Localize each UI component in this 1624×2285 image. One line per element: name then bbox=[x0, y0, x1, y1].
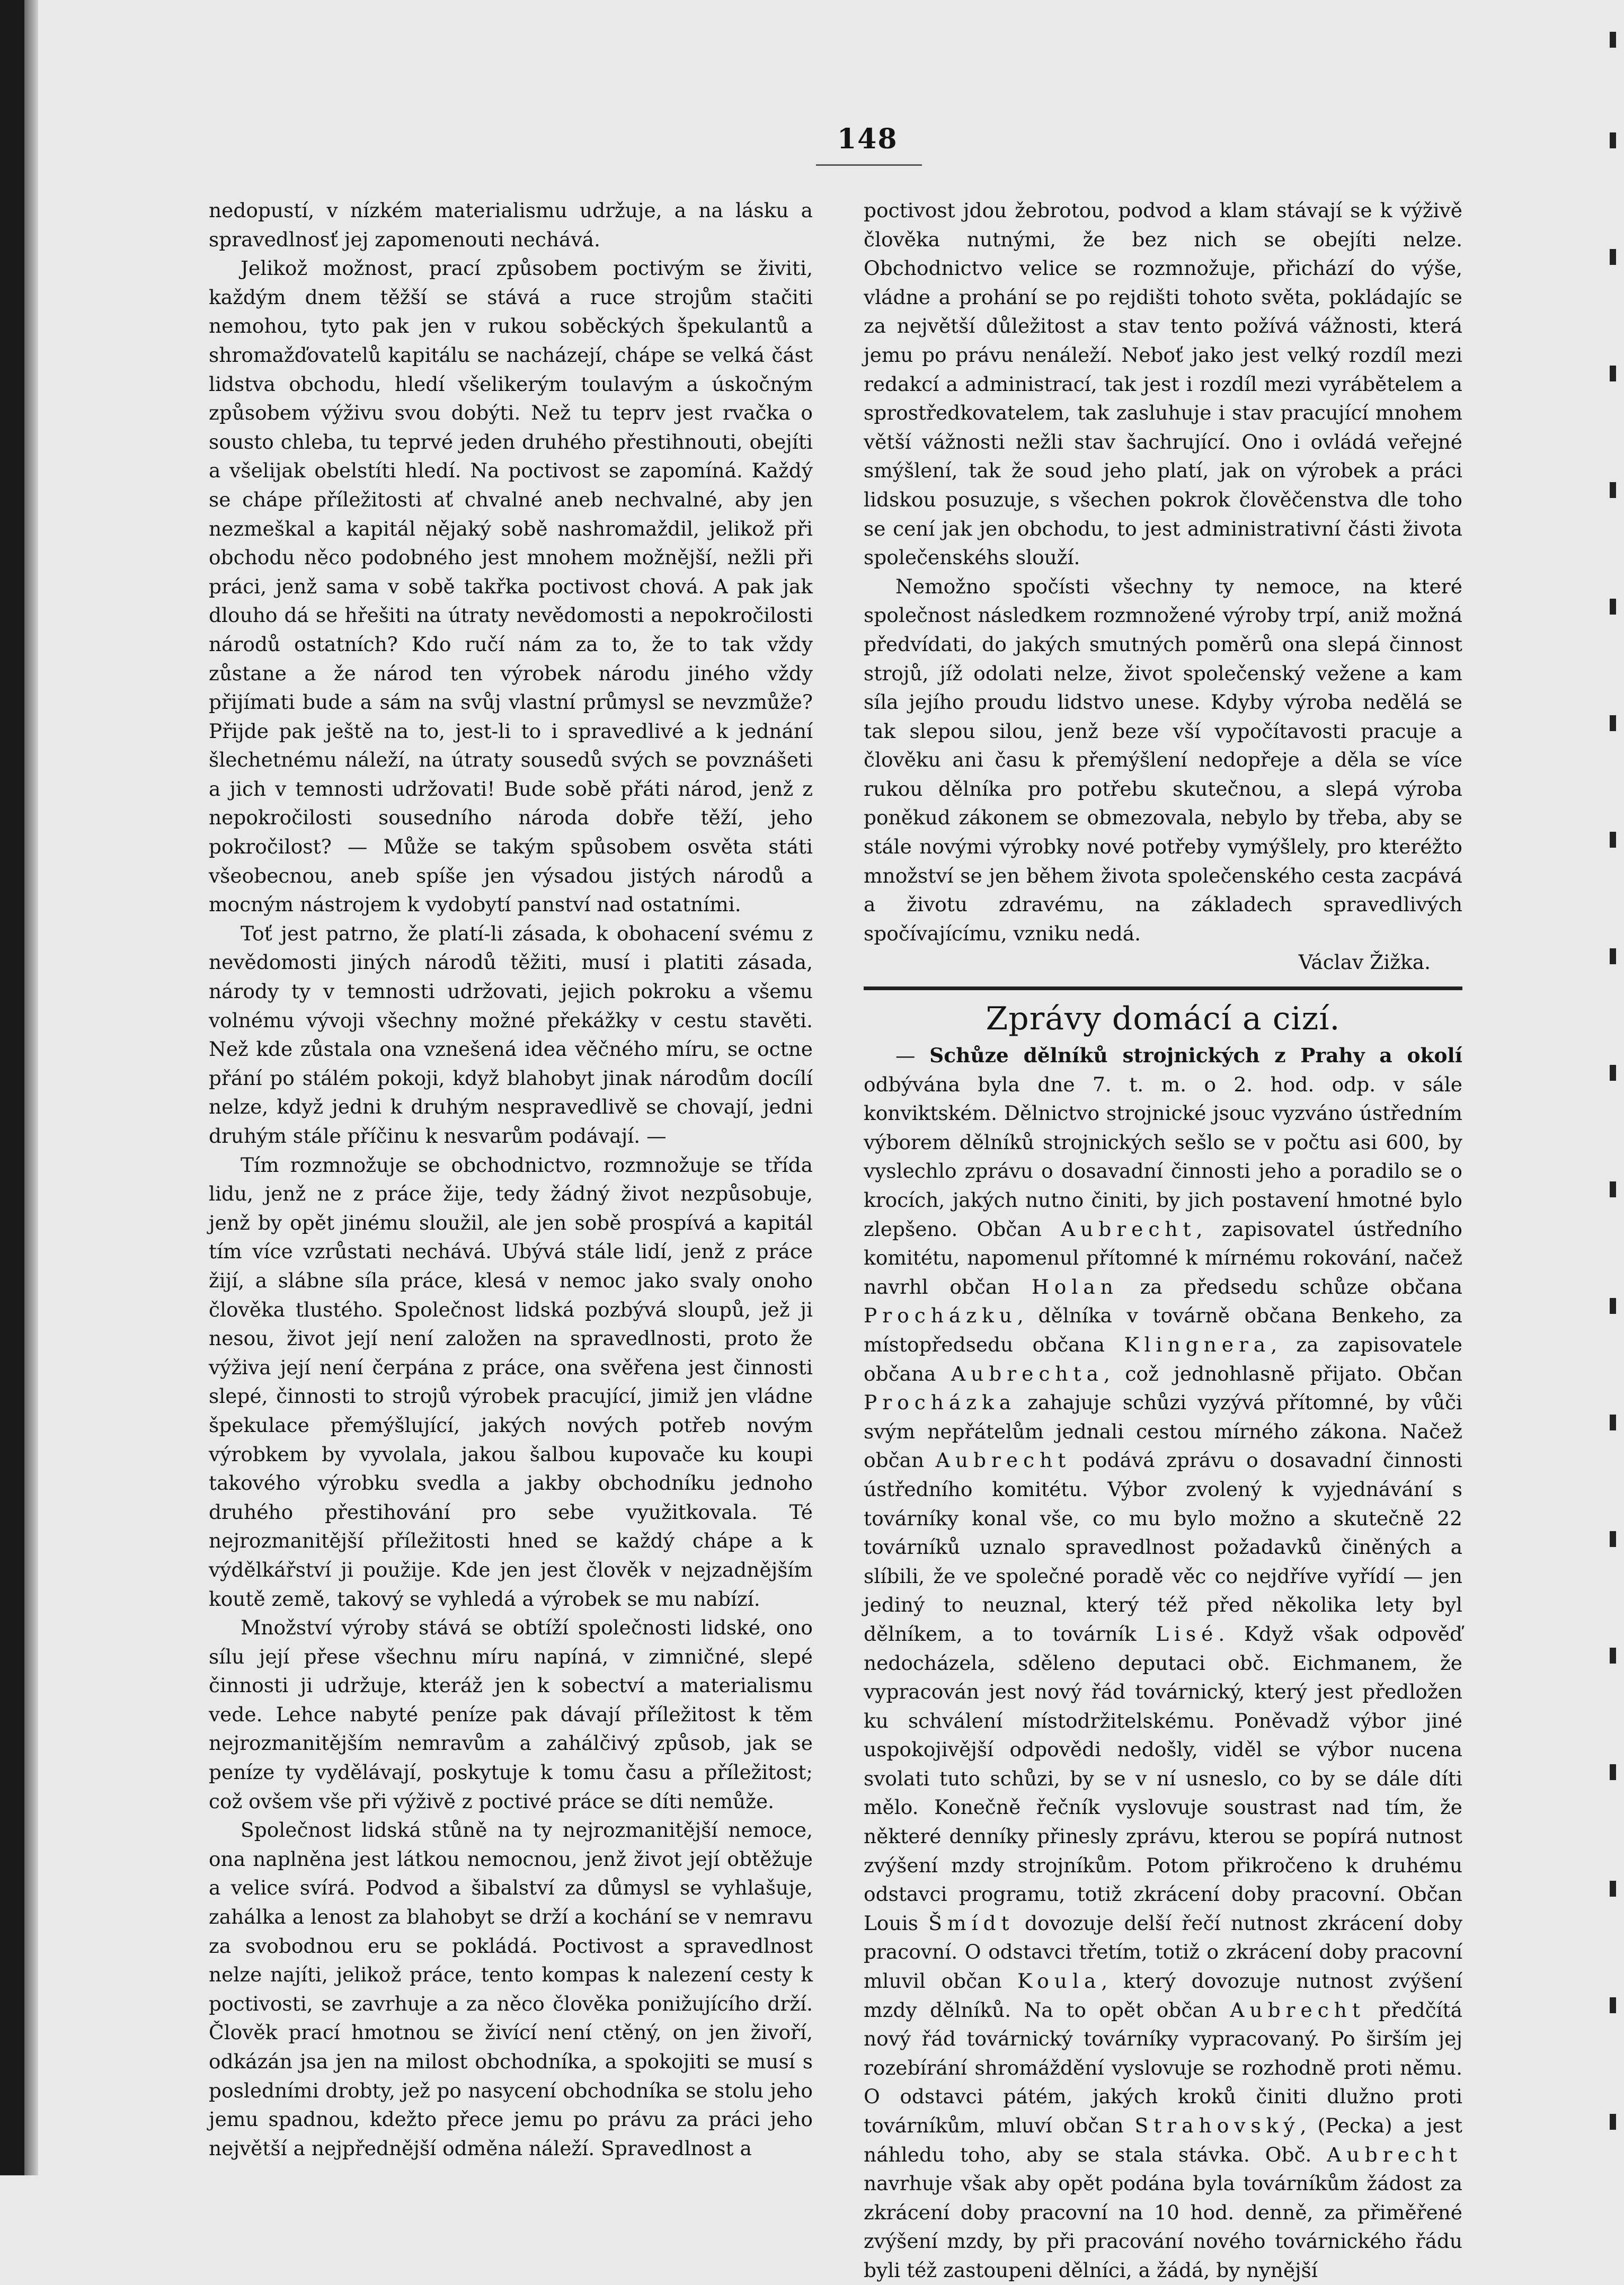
scan-border-shadow bbox=[24, 0, 38, 2175]
news-article: — Schůze dělníků strojnických z Prahy a okolí odbývána byla dne 7. t. m. o 2. hod. odp. v sále konviktském. Dělnictvo strojnické jsouc vyzváno ústředním výborem dělníků strojnických sešlo se v počtu asi 600, by vyslechlo zprávu o dosavadní činnosti jeho a poradilo se o krocích, jakých nutno činiti, by jich postavení hmotné bylo zlepšeno. Občan Aubrecht, zapisovatel ústředního komitétu, napomenul přítomné k mírnému rokování, načež navrhl občan Holan za předsedu schůze občana Procházku, dělníka v továrně občana Benkeho, za místopředsedu občana Klingnera, za zapisovatele občana Aubrechta, což jednohlasně přijato. Občan Procházka zahajuje schůzi vyzývá přítomné, by vůči svým nepřátelům jednali cestou mírného zákona. Načež občan Aubrecht podává zprávu o dosavadní činnosti ústředního komitétu. Výbor zvolený k vyjednávání s továrníky konal vše, co mu bylo možno a skutečně 22 továrníků uznalo spravedlnost požadavků činěných a slíbili, že ve společné poradě věc co nejdříve vyřídí — jen jediný to neuznal, který též před několika lety byl dělníkem, a to továrník Lisé. Když však odpověď nedocházela, sděleno deputaci obč. Eichmanem, že vypracován jest nový řád továrnický, který jest předložen ku schválení místodržitelskému. Poněvadž výbor jiné uspokojivější odpovědi nedošly, viděl se výbor nucena svolati tuto schůzi, by se v ní usneslo, co by se dále díti mělo. Konečně řečník vyslovuje soustrast nad tím, že některé denníky přinesly zprávu, kterou se popírá nutnost zvýšení mzdy strojníkům. Potom přikročeno k druhému odstavci programu, totiž zkrácení doby pracovní. Občan Louis Šmídt dovozuje delší řečí nutnost zkrácení doby pracovní. O odstavci třetím, totiž o zkrácení doby pracovní mluvil občan Koula, který dovozuje nutnost zvýšení mzdy dělníků. Na to opět občan Aubrecht předčítá nový řád továrnický továrníky vypracovaný. Po širším jej rozebírání shromáždění vyslovuje se rozhodně proti němu. O odstavci pátém, jakých kroků činiti dlužno proti továrníkům, mluví občan Strahovský, (Pecka) a jest náhledu toho, aby se stala stávka. Obč. Aubrecht navrhuje však aby opět podána byla továrníkům žádost za zkrácení doby pracovní na 10 hod. denně, za přiměřené zvýšení mzdy, by při pracování nového továrnického řádu byli též zastoupeni dělníci, a žádá, by nynější bbox=[864, 1044, 1463, 2282]
paragraph: Společnost lidská stůně na ty nejrozmanitější nemoce, ona naplněna jest látkou nemocnou, jenž život její obtěžuje a velice svírá. Podvod a šibalství za důmysl se vyhlašuje, zahálka a lenost za blahobyt se drží a kochání se v nemravu za svobodnou eru se pokládá. Poctivost a spravedlnost nelze najíti, jelikož práce, tento kompas k nalezení cesty k poctivosti, se zavrhuje a za něco člověka ponižujícího drží. Člověk prací hmotnou se živící není ctěný, on jen živoří, odkázán jsa jen na milost obchodníka, a spokojiti se musí s posledními drobty, jež po nasycení obchodníka se stolu jeho jemu spadnou, kdežto přece jemu po právu za práci jeho největší a nejpřednější odměna náleží. Spravedlnost a bbox=[209, 1818, 813, 2160]
person-name: Šmídt bbox=[928, 1911, 1015, 1935]
person-name: Procházka bbox=[864, 1391, 1017, 1415]
person-name: Strahovský bbox=[1134, 2114, 1300, 2137]
person-name: Lisé bbox=[1156, 1622, 1219, 1646]
scan-edge-markers bbox=[1600, 0, 1624, 2175]
page-number-rule bbox=[816, 164, 922, 166]
right-column bbox=[864, 196, 1462, 2285]
person-name: Aubrecht bbox=[1230, 1998, 1365, 2022]
section-heading: Zprávy domácí a cizí. bbox=[986, 1000, 1341, 1038]
paragraph: Tím rozmnožuje se obchodnictvo, rozmnožuje se třída lidu, jenž ne z práce žije, tedy žádný život nezpůsobuje, jenž by opět jinému sloužil, ale jen sobě prospívá a kapitál tím více vzrůstati nechává. Ubývá stále lidí, jenž z práce žijí, a slábne síla práce, klesá v nemoc jako svaly onoho člověka tlustého. Společnost lidská pozbývá sloupů, jež ji nesou, život její není založen na spravedlnosti, proto že výživa její není čerpána z práce, ona svěřena jest činnosti slepé, činnosti to strojů výrobek pracující, jimiž jen vládne špekulace přemýšlující, jakých nových potřeb novým výrobkem by vyvolala, jakou šalbou kupovače ku koupi takového výrobku svedla a jakby obchodníku jednoho druhého přestihování pro sebe využitkovala. Té nejrozmanitější příležitosti hned se každý chápe a k výdělkářství ji použije. Kde jen jest člověk v nejzadnějším koutě země, takový se vyhledá a výrobek se mu nabízí. bbox=[209, 1153, 813, 1611]
person-name: Holan bbox=[1032, 1275, 1119, 1299]
person-name: Aubrechta bbox=[951, 1362, 1104, 1385]
article-subheading: Schůze dělníků strojnických z Prahy a okolí bbox=[929, 1044, 1462, 1068]
section-divider bbox=[864, 986, 1462, 990]
paragraph: nedopustí, v nízkém materialismu udržuje, a na lásku a spravedlnosť jej zapomenouti nechává. bbox=[209, 199, 813, 251]
person-name: Klingnera bbox=[1124, 1332, 1271, 1356]
paragraph: Nemožno spočísti všechny ty nemoce, na které společnost následkem rozmnožené výroby trpí, aniž možná předvídati, do jakých smutných poměrů ona slepá činnost strojů, jíž odolati nelze, život společenský vežene a kam síla jejího proudu lidstvo unese. Kdyby výroba nedělá se tak slepou silou, jenž beze vší vypočítavosti pracuje a člověku ani času k přemýšlení nedopřeje a děla se více rukou dělníka pro potřebu skutečnou, a slepá výroba poněkud zákonem se obmezovala, nebylo by třeba, aby se stále novými výrobky nové potřeby vymýšlely, pro kteréžto množství se jen během života společenského cesta zacpává a životu zdravému, na základech spravedlivých spočívajícímu, vzniku nedá. bbox=[864, 574, 1462, 945]
person-name: Aubrecht bbox=[1060, 1217, 1196, 1241]
scan-border bbox=[0, 0, 24, 2175]
paragraph: Toť jest patrno, že platí-li zásada, k obohacení svému z nevědomosti jiných národů těžiti, musí i platiti zásada, národy ty v temnosti udržovati, jejich pokroku a všemu volnému vývoji všechny možné překážky v cestu stavěti. Než kde zůstala ona vznešená idea věčného míru, se octne přání po stálém pokoji, když blahobyt jinak národům docílí nelze, když jedni k druhým nespravedlivě se chovají, jedni druhým stále příčinu k nesvarům podávají. — bbox=[209, 921, 813, 1148]
page-number: 148 bbox=[837, 123, 898, 155]
author-signature: Václav Žižka. bbox=[1298, 950, 1431, 974]
person-name: Aubrecht bbox=[1327, 2142, 1463, 2166]
paragraph: poctivost jdou žebrotou, podvod a klam stávají se k výživě člověka nutnými, že bez nich se obejíti nelze. Obchodnictvo velice se rozmnožuje, přichází do výše, vládne a prohání se po rejdišti tohoto světa, pokládajíc se za největší důležitost a stav tento požívá vážnosti, která jemu po právu nenáleží. Neboť jako jest velký rozdíl mezi redakcí a administrací, tak jest i rozdíl mezi vyrábětelem a sprostředkovatelem, tak zasluhuje i stav pracující mnohem větší vážnosti nežli stav šachrující. Ono i ovládá veřejné smýšlení, tak že soud jeho platí, jak on výrobek a práci lidskou posuzuje, s všechen pokrok člověčenstva dle toho se cení jak jen obchodu, to jest administrativní části života společenskéhs slouží. bbox=[864, 199, 1462, 570]
person-name: Procházku bbox=[864, 1304, 1017, 1328]
person-name: Koula bbox=[1017, 1969, 1102, 1993]
left-column bbox=[209, 196, 813, 2163]
paragraph: Množství výroby stává se obtíží společnosti lidské, ono sílu její přese všechnu míru napíná, v zimničné, slepé činnosti ji udržuje, kteráž jen k sobectví a materialismu vede. Lehce nabyté peníze pak dávají příležitost k těm nejrozmanitějším nemravům a zahálčivý způsob, jak se peníze ty vydělávají, poskytuje k tomu času a příležitost; což ovšem vše při výživě z poctivé práce se díti nemůže. bbox=[209, 1616, 813, 1813]
person-name: Aubrecht bbox=[935, 1448, 1071, 1472]
paragraph: Jelikož možnost, prací způsobem poctivým se živiti, každým dnem těžší se stává a ruce strojům stačiti nemohou, tyto pak jen v rukou soběckých špekulantů a shromažďovatelů kapitálu se nacházejí, chápe se velká část lidstva obchodu, hledí všelikerým toulavým a úskočným způsobem výživu svou dobýti. Než tu teprv jest rvačka o sousto chleba, tu teprvé jeden druhého přestihnouti, obejíti a všelijak obelstíti hledí. Na poctivost se zapomíná. Každý se chápe příležitosti ať chvalné aneb nechvalné, aby jen nezmeškal a kapitál nějaký sobě nashromaždil, jelikož při obchodu něco podobného jest mnohem možnější, nežli při práci, jenž sama v sobě takřka poctivost chová. A pak jak dlouho dá se hřešiti na útraty nevědomosti a nepokročilosti národů ostatních? Kdo ručí nám za to, že to tak vždy zůstane a že národ ten výrobek národu jiného vždy přijímati bude a sám na svůj vlastní průmysl se nevzmůže? Přijde pak ještě na to, jest-li to i spravedlivé a k jednání šlechetnému náleží, na útraty sousedů svých se povznášeti a jich v temnosti udržovati! Bude sobě přáti národ, jenž z nepokročilosti sousedního národa dobře těží, jeho pokročilost? — Může se takým spůsobem osvěta státi všeobecnou, aneb spíše jen výsadou jistých národů a mocným nástrojem k vydobytí panství nad ostatními. bbox=[209, 256, 813, 917]
